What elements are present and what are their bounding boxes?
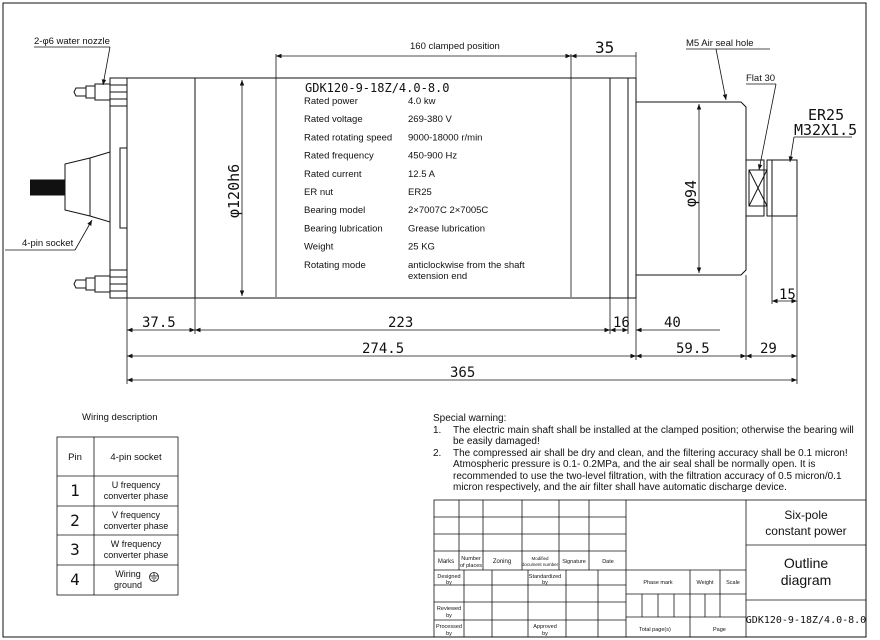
socket-cable (30, 180, 65, 195)
spec-name: Rated voltage (304, 114, 363, 126)
tb-approved-by: by (542, 631, 548, 637)
tb-marks: Marks (437, 559, 455, 565)
wiring-pin: 2 (70, 511, 80, 530)
tb-processed-by: by (446, 631, 452, 637)
spec-value: 4.0 kw (408, 96, 436, 107)
spec-value: 25 KG (408, 241, 435, 253)
spec-value: ER25 (408, 187, 432, 198)
tb-page: Page (713, 627, 726, 633)
wiring-desc-line1: U frequency (111, 480, 161, 490)
tb-standardized: Standardized (528, 574, 562, 580)
tb-modified: Modified (531, 556, 549, 561)
tb-designed: Designed (437, 574, 461, 580)
tb-date: Date (602, 559, 614, 565)
clamped-position-label: 160 clamped position (410, 41, 500, 52)
nameplate-model: GDK120-9-18Z/4.0-8.0 (305, 81, 450, 95)
dim-59-5: 59.5 (676, 341, 710, 357)
spec-name: Bearing lubrication (304, 223, 383, 235)
water-nozzle-bottom (74, 270, 127, 298)
wiring-header-pin: Pin (68, 452, 82, 463)
spec-value: 9000-18000 r/min (408, 132, 483, 144)
wiring-pin: 3 (70, 540, 80, 559)
warning-text-1: The electric main shaft shall be installed at the clamped position; otherwise the bearing will be easily damaged! (453, 424, 854, 447)
spec-name: ER nut (304, 187, 334, 198)
wiring-desc-line2: converter phase (103, 550, 169, 560)
warning-text-2: The compressed air shall be dry and clean, and the filtering accuracy shall be 0.1 micron! Atmospheric pressure is 0.1- 0.2MPa, and the air seal shall be normally open. It is recommended to use the two-level filtration, with the filtration accuracy of 0.5 micron/0.1 micron respectively, and the air filter shall have automatic discharge device. (453, 447, 848, 493)
dim-29: 29 (760, 341, 777, 357)
tb-phase-mark: Phase mark (643, 580, 673, 586)
tb-scale: Scale (726, 580, 740, 586)
spec-value-line2: extension end (408, 270, 468, 282)
dia-120-label: φ120h6 (225, 163, 243, 218)
tb-constant-power: constant power (765, 524, 847, 538)
dim-35: 35 (595, 38, 615, 57)
dim-365: 365 (450, 365, 476, 381)
spec-value: 2×7007C 2×7005C (408, 205, 489, 217)
warning-num-2: 2. (433, 447, 442, 459)
spec-name: Rated current (304, 168, 362, 180)
spec-name: Rated rotating speed (304, 132, 393, 144)
dim-16: 16 (613, 315, 630, 331)
m32-label: M32X1.5 (794, 121, 858, 139)
dia-94-label: φ94 (682, 179, 700, 207)
tb-designed-by: by (446, 580, 452, 586)
socket-label: 4-pin socket (22, 238, 74, 249)
special-warning (433, 413, 863, 494)
tb-reviewed: Reviewed (436, 606, 462, 612)
spec-value: Grease lubrication (408, 223, 486, 235)
tb-weight: Weight (696, 580, 714, 586)
warning-item-1 (433, 425, 863, 448)
dim-274-5: 274.5 (362, 341, 405, 357)
wiring-desc-line1: V frequency (111, 510, 161, 520)
tb-model: GDK120-9-18Z/4.0-8.0 (745, 615, 867, 626)
wiring-pin: 1 (70, 481, 80, 500)
spec-value: 269-380 V (408, 114, 452, 126)
water-nozzle-label: 2-φ6 water nozzle (34, 36, 110, 47)
tb-outline: Outline (783, 555, 829, 571)
dim-37-5: 37.5 (142, 315, 176, 331)
dim-15: 15 (779, 287, 796, 303)
spec-name: Weight (304, 241, 334, 253)
wiring-desc-line1: W frequency (110, 539, 162, 549)
spec-name: Bearing model (304, 205, 366, 217)
wiring-title: Wiring description (82, 412, 158, 423)
tb-reviewed-by: by (446, 613, 452, 619)
tb-number: Number (461, 556, 481, 562)
wiring-desc-line2: ground (113, 580, 143, 590)
er25-label: ER25 (808, 106, 845, 124)
tb-total-pages: Total page(s) (639, 627, 671, 633)
nameplate-specs (304, 96, 525, 282)
wiring-pin: 4 (70, 570, 80, 589)
water-nozzle-top (74, 78, 127, 106)
tb-doc-number: document number (521, 562, 559, 567)
wiring-desc-line2: converter phase (103, 491, 169, 501)
wiring-header-socket: 4-pin socket (110, 452, 162, 463)
spindle-body (127, 78, 636, 298)
spec-name: Rotating mode (304, 259, 366, 271)
warning-item-2 (433, 448, 863, 494)
flat-label: Flat 30 (746, 73, 776, 84)
tb-zoning: Zoning (492, 559, 512, 565)
warning-num-1: 1. (433, 424, 442, 436)
ground-icon (150, 573, 159, 582)
spec-value: 12.5 A (408, 168, 435, 180)
warning-title: Special warning: (433, 413, 507, 424)
dim-223: 223 (388, 315, 414, 331)
tb-processed: Processed (436, 624, 462, 630)
tb-diagram: diagram (780, 572, 832, 588)
spec-name: Rated frequency (304, 150, 374, 162)
air-seal-label: M5 Air seal hole (686, 38, 754, 49)
wiring-desc-line1: Wiring (115, 569, 141, 579)
tb-standardized-by: by (542, 580, 548, 586)
tb-signature: Signature (562, 559, 586, 565)
spec-value: 450-900 Hz (408, 150, 458, 162)
wiring-desc-line2: converter phase (103, 521, 169, 531)
tb-of-places: of places (459, 563, 483, 569)
tb-approved: Approved (533, 624, 557, 630)
tb-six-pole: Six-pole (784, 508, 828, 522)
dim-40: 40 (664, 315, 681, 331)
spec-name: Rated power (304, 96, 358, 107)
spec-value: anticlockwise from the shaft (408, 259, 525, 271)
